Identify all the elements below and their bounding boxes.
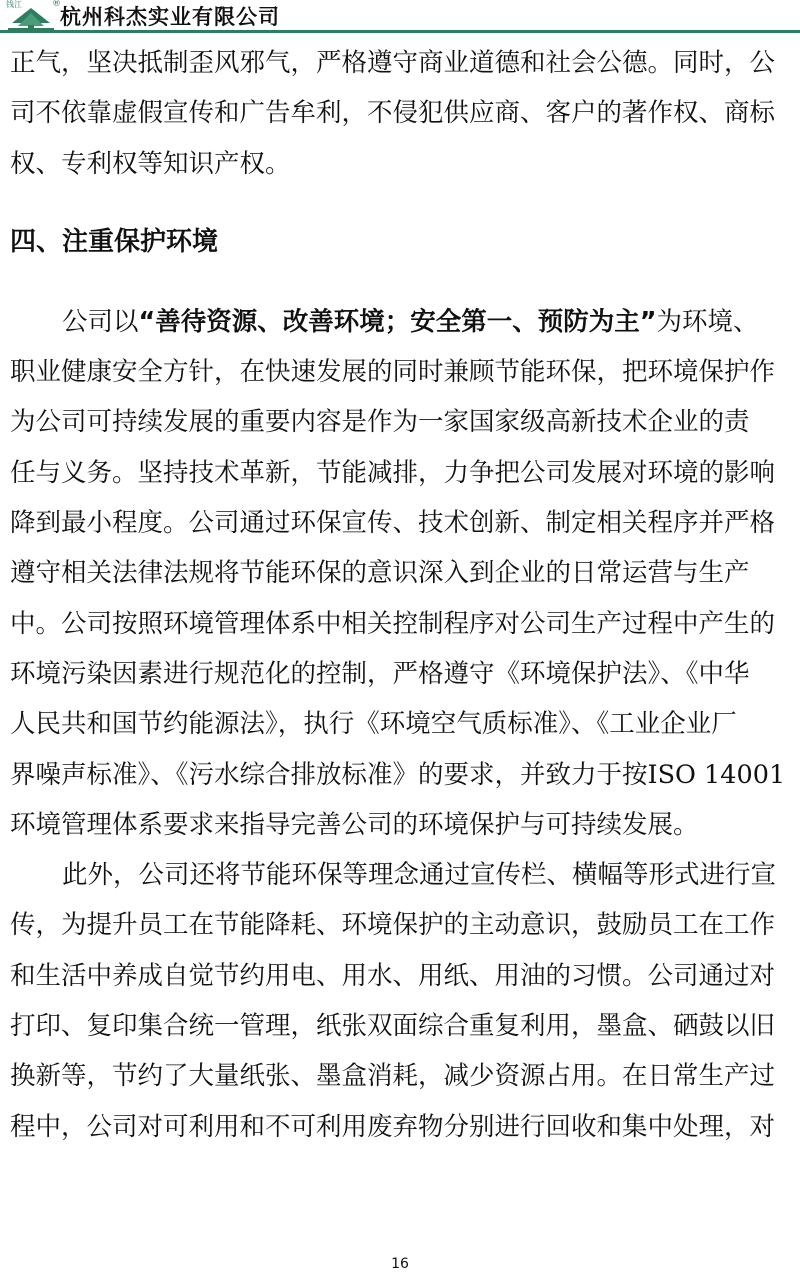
page-number: 16	[391, 1256, 409, 1272]
text-line: 权、专利权等知识产权。	[10, 148, 291, 179]
text-line: 任与义务。坚持技术革新，节能减排，力争把公司发展对环境的影响	[10, 457, 776, 488]
company-logo	[4, 0, 61, 31]
document-body	[10, 38, 790, 1152]
text-line: 正气，坚决抵制歪风邪气，严格遵守商业道德和社会公德。同时，公	[10, 48, 776, 78]
text-line: 环境管理体系要求来指导完善公司的环境保护与可持续发展。	[10, 809, 699, 840]
text-line: 打印、复印集合统一管理，纸张双面综合重复利用，墨盒、硒鼓以旧	[10, 1011, 776, 1042]
text-line-first: 此外，公司还将节能环保等理念通过宣传栏、横幅等形式进行宣	[62, 860, 777, 891]
text-line: 人民共和国节约能源法》，执行《环境空气质标准》、《工业企业厂	[10, 709, 737, 740]
text-line: 环境污染因素进行规范化的控制，严格遵守《环境保护法》、《中华	[10, 658, 750, 689]
paragraph-energy-saving	[10, 850, 790, 1152]
section-heading: 四、注重保护环境	[10, 226, 219, 257]
policy-slogan: “善待资源、改善环境；安全第一、预防为主”	[138, 306, 657, 337]
text-line: 中。公司按照环境管理体系中相关控制程序对公司生产过程中产生的	[10, 608, 776, 639]
page-header	[0, 0, 800, 34]
header-divider	[0, 30, 800, 33]
company-name: 杭州科杰实业有限公司	[60, 5, 280, 29]
text-line: 和生活中养成自觉节约用电、用水、用纸、用油的习惯。公司通过对	[10, 960, 776, 991]
text-line-first	[10, 297, 790, 347]
text-line: 界噪声标准》、《污水综合排放标准》的要求，并致力于按ISO 14001	[10, 759, 786, 790]
text-line: 传，为提升员工在节能降耗、环境保护的主动意识，鼓励员工在工作	[10, 910, 776, 941]
paragraph-integrity-end	[10, 38, 790, 189]
text-line: 遵守相关法律法规将节能环保的意识深入到企业的日常运营与生产	[10, 558, 750, 589]
text-line: 司不依靠虚假宣传和广告牟利，不侵犯供应商、客户的著作权、商标	[10, 98, 776, 129]
text-line: 为公司可持续发展的重要内容是作为一家国家级高新技术企业的责	[10, 407, 750, 438]
text-suffix: 为环境、	[656, 306, 759, 337]
text-line: 职业健康安全方针，在快速发展的同时兼顾节能环保，把环境保护作	[10, 357, 776, 388]
text-line: 换新等，节约了大量纸张、墨盒消耗，减少资源占用。在日常生产过	[10, 1061, 776, 1092]
text-line: 程中，公司对可利用和不可利用废弃物分别进行回收和集中处理，对	[10, 1111, 776, 1142]
logo-text: 钱江	[6, 0, 22, 9]
text-prefix: 公司以	[62, 306, 139, 337]
text-line: 降到最小程度。公司通过环保宣传、技术创新、制定相关程序并严格	[10, 508, 776, 539]
paragraph-environment-policy	[10, 297, 790, 850]
registered-mark: ®	[52, 0, 61, 9]
